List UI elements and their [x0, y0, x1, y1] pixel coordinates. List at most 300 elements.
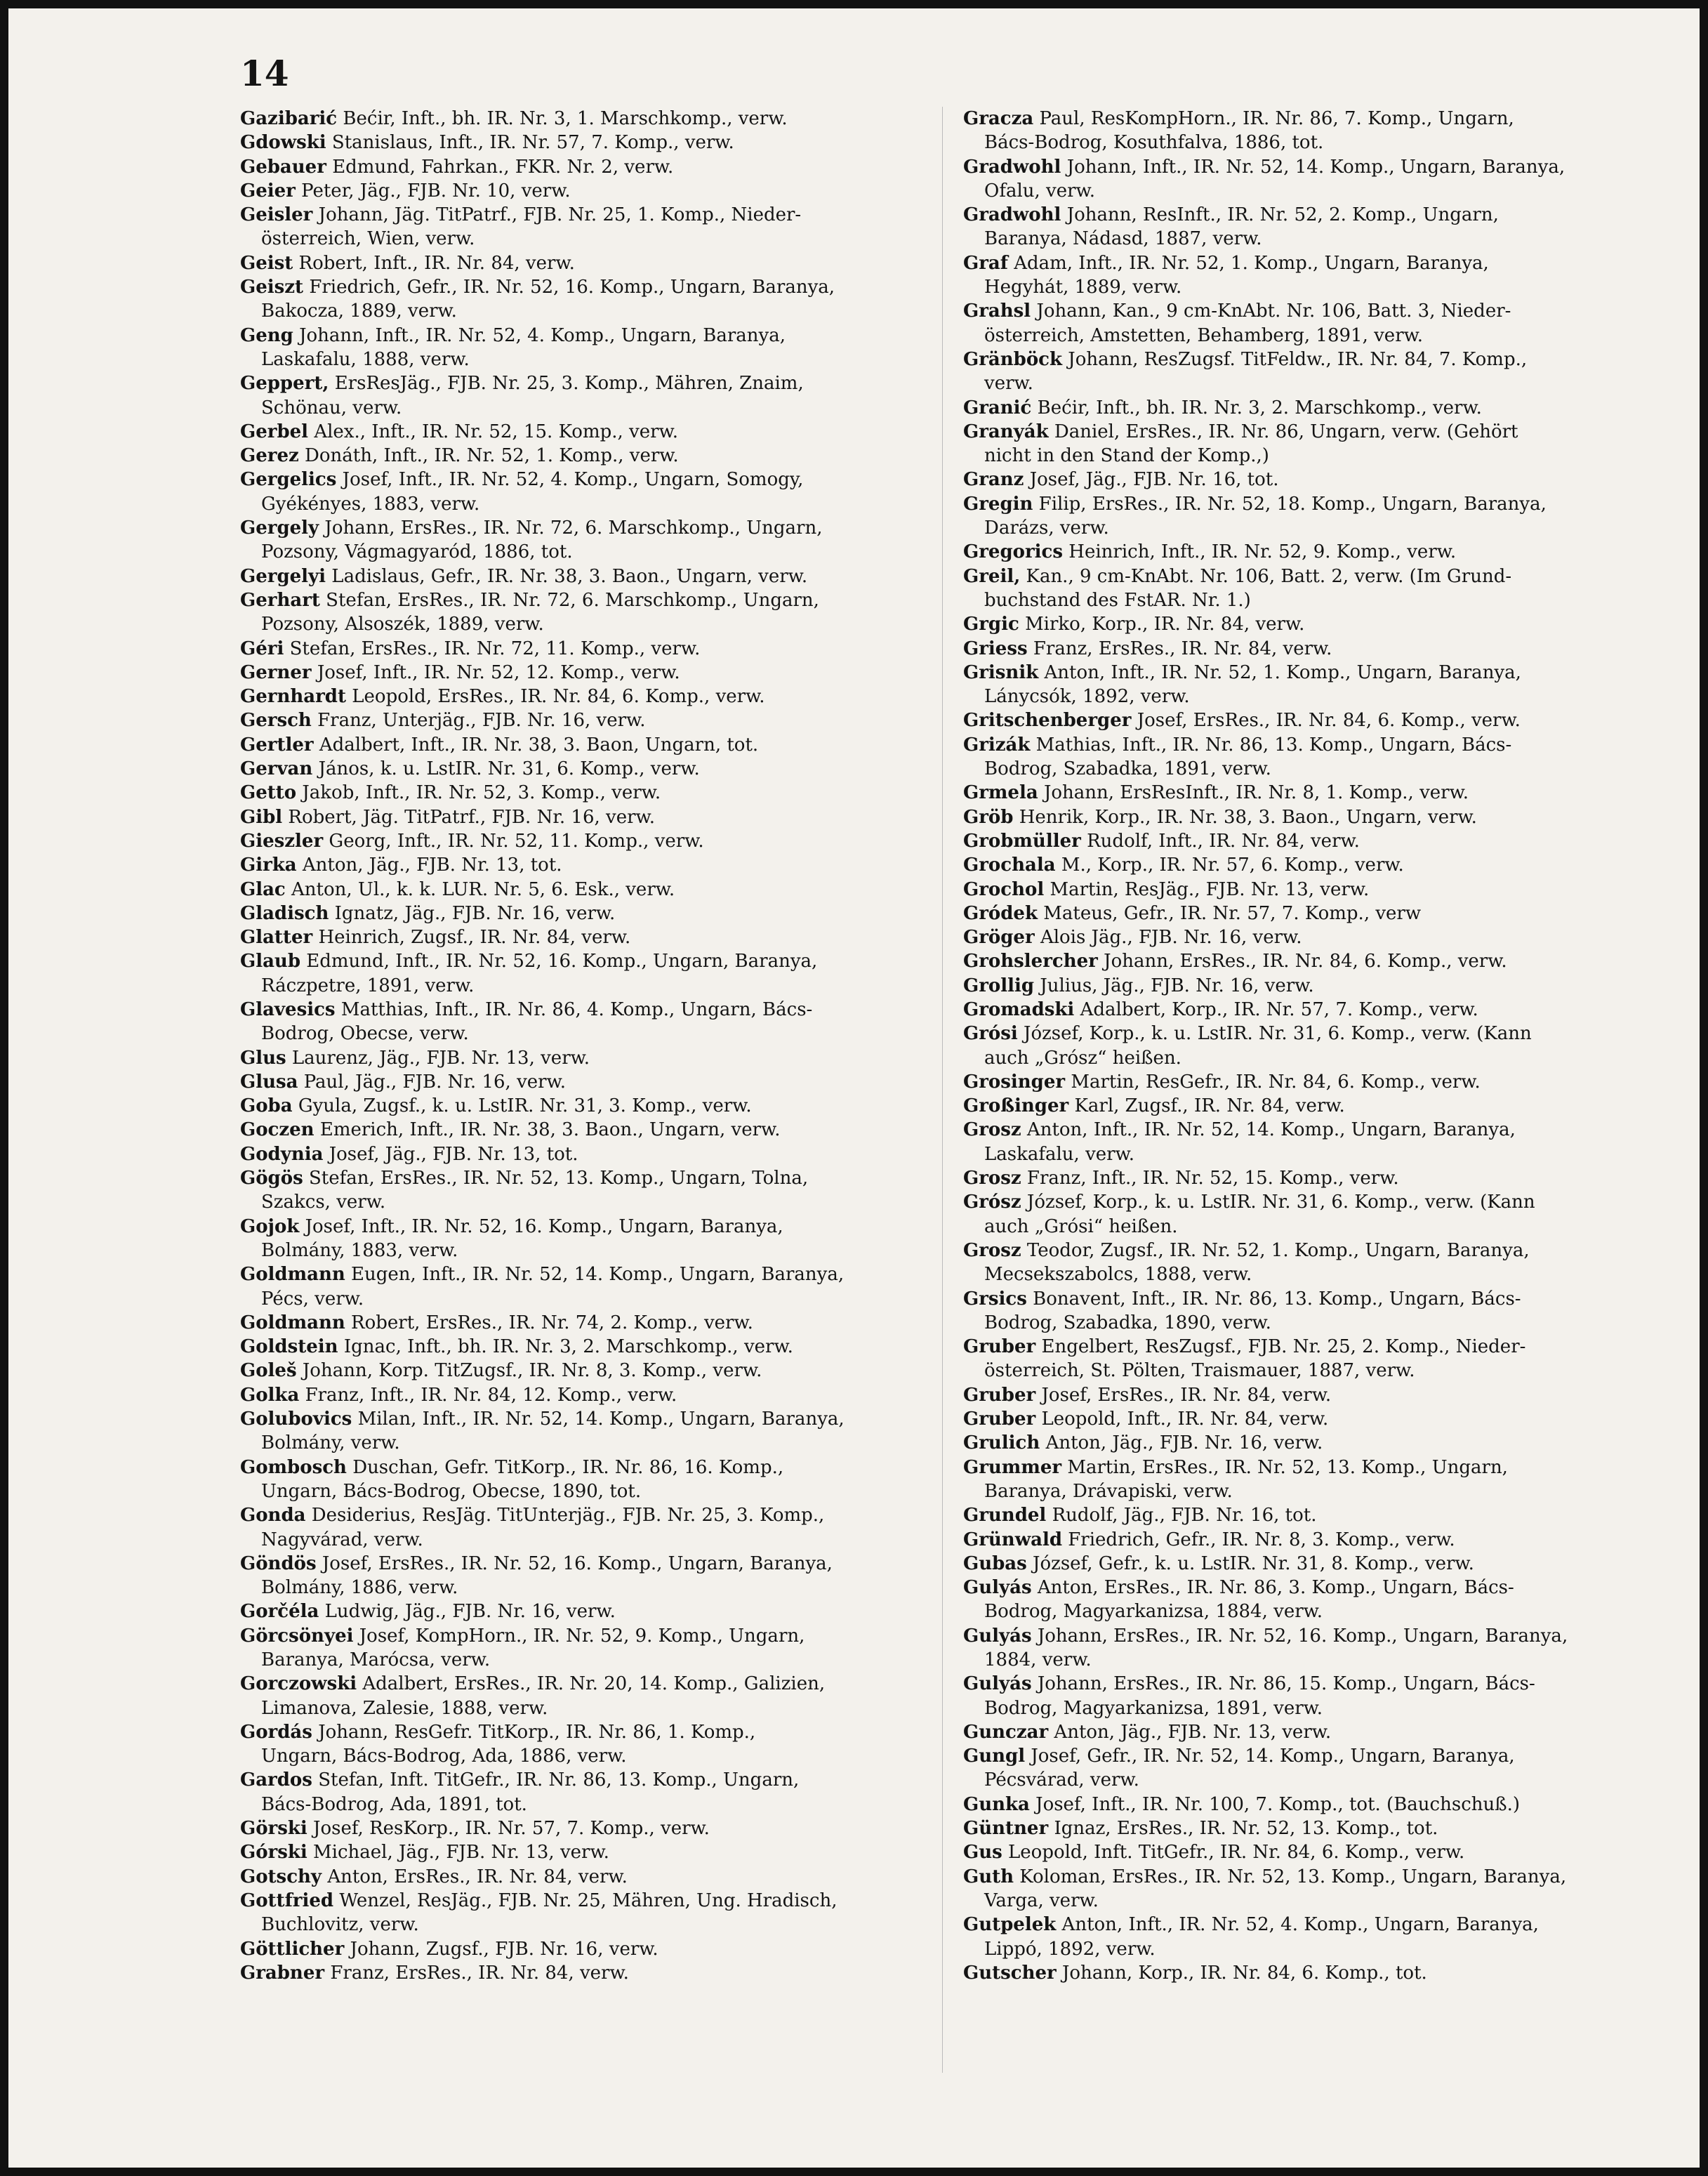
- entry-surname: Gunka: [963, 1793, 1030, 1815]
- entry-details: Desiderius, ResJäg. TitUnterjäg., FJB. Nr. 25, 3. Komp.,: [311, 1505, 825, 1527]
- entry-details: Edmund, Inft., IR. Nr. 52, 16. Komp., Ungarn, Baranya,: [306, 951, 818, 972]
- entry-details: Georg, Inft., IR. Nr. 52, 11. Komp., verw.: [329, 830, 704, 852]
- entry-details: Edmund, Fahrkan., FKR. Nr. 2, verw.: [332, 156, 674, 178]
- entry-surname: Glus: [240, 1047, 286, 1069]
- list-entry: [963, 1840, 1665, 1864]
- entry-surname: Gombosch: [240, 1456, 347, 1478]
- entry-surname: Gulyás: [963, 1625, 1032, 1647]
- list-entry: [240, 516, 942, 565]
- entry-surname: Grabner: [240, 1962, 325, 1984]
- entry-surname: Grochol: [963, 878, 1045, 900]
- list-entry: [963, 902, 1665, 925]
- list-entry: [963, 1383, 1665, 1407]
- entry-surname: Granić: [963, 397, 1032, 418]
- entry-details-continued: österreich, Amstetten, Behamberg, 1891, verw.: [984, 324, 1424, 346]
- entry-details: Ignac, Inft., bh. IR. Nr. 3, 2. Marschkomp., verw.: [343, 1336, 793, 1358]
- entry-surname: Goldstein: [240, 1336, 338, 1358]
- list-entry: [963, 612, 1665, 636]
- list-entry: [240, 1865, 942, 1889]
- list-entry: [240, 1311, 942, 1335]
- entry-details: Johann, Korp. TitZugsf., IR. Nr. 8, 3. Komp., verw.: [302, 1360, 762, 1382]
- entry-details: Eugen, Inft., IR. Nr. 52, 14. Komp., Ungarn, Baranya,: [351, 1264, 845, 1286]
- list-entry: [240, 1335, 942, 1359]
- entry-surname: Grosinger: [963, 1071, 1066, 1093]
- list-entry: [240, 468, 942, 516]
- list-entry: [963, 1070, 1665, 1094]
- entry-details: Anton, Jäg., FJB. Nr. 13, tot.: [302, 855, 562, 876]
- entry-surname: Gorčéla: [240, 1601, 319, 1623]
- entry-details-continued: buchstand des FstAR. Nr. 1.): [984, 589, 1251, 611]
- entry-details: Stefan, ErsRes., IR. Nr. 52, 13. Komp., Ungarn, Tolna,: [308, 1168, 809, 1189]
- list-entry: [963, 1503, 1665, 1527]
- entry-surname: Göttlicher: [240, 1938, 345, 1960]
- entry-surname: Gardos: [240, 1769, 312, 1791]
- entry-surname: Greil,: [963, 565, 1021, 587]
- entry-details-continued: Darázs, verw.: [984, 517, 1109, 539]
- entry-surname: Gruber: [963, 1336, 1036, 1358]
- list-entry: [963, 1118, 1665, 1166]
- list-entry: [963, 1961, 1665, 1985]
- entry-details: Julius, Jäg., FJB. Nr. 16, verw.: [1040, 975, 1314, 996]
- entry-details-continued: 1884, verw.: [984, 1649, 1092, 1670]
- entry-surname: Goleš: [240, 1360, 297, 1382]
- list-entry: [963, 1793, 1665, 1816]
- list-entry: [963, 733, 1665, 782]
- list-entry: [240, 1720, 942, 1769]
- entry-surname: Gunczar: [963, 1721, 1049, 1743]
- entry-details-continued: Ungarn, Bács-Bodrog, Ada, 1886, verw.: [261, 1746, 627, 1767]
- entry-surname: Gradwohl: [963, 156, 1061, 178]
- entry-details: Bonavent, Inft., IR. Nr. 86, 13. Komp., Ungarn, Bács-: [1033, 1288, 1521, 1310]
- list-entry: [240, 829, 942, 853]
- list-entry: [963, 1865, 1665, 1913]
- entry-surname: Glusa: [240, 1071, 298, 1093]
- entry-surname: Graf: [963, 252, 1008, 274]
- entry-surname: Grmela: [963, 782, 1038, 804]
- entry-surname: Grummer: [963, 1456, 1062, 1478]
- entry-details: Josef, Jäg., FJB. Nr. 16, tot.: [1029, 469, 1279, 491]
- list-entry: [240, 324, 942, 372]
- list-entry: [240, 661, 942, 685]
- entry-details-continued: Lippó, 1892, verw.: [984, 1938, 1156, 1960]
- entry-surname: Gibl: [240, 806, 283, 828]
- list-entry: [240, 1142, 942, 1166]
- entry-details: Filip, ErsRes., IR. Nr. 52, 18. Komp., Ungarn, Baranya,: [1038, 493, 1547, 515]
- entry-details: Johann, Kan., 9 cm-KnAbt. Nr. 106, Batt. 3, Nieder-: [1036, 301, 1511, 322]
- entry-surname: Gracza: [963, 108, 1034, 129]
- list-entry: [963, 998, 1665, 1022]
- entry-surname: Gersch: [240, 710, 312, 732]
- entry-details: Johann, ResGefr. TitKorp., IR. Nr. 86, 1. Komp.,: [318, 1721, 756, 1743]
- entry-details-continued: Laskafalu, 1888, verw.: [261, 348, 470, 370]
- entry-surname: Geng: [240, 324, 293, 346]
- list-entry: [963, 1456, 1665, 1504]
- entry-details: Rudolf, Inft., IR. Nr. 84, verw.: [1087, 830, 1360, 852]
- entry-details: Josef, Inft., IR. Nr. 100, 7. Komp., tot. (Bauchschuß.): [1035, 1793, 1521, 1815]
- entry-surname: Granyák: [963, 421, 1049, 442]
- list-entry: [963, 1744, 1665, 1793]
- entry-surname: Geisler: [240, 204, 313, 226]
- entry-details: Adalbert, Inft., IR. Nr. 38, 3. Baon, Ungarn, tot.: [319, 734, 759, 756]
- entry-details-continued: Bodrog, Obecse, verw.: [261, 1023, 469, 1045]
- list-entry: [963, 661, 1665, 709]
- entry-details: Adam, Inft., IR. Nr. 52, 1. Komp., Ungarn, Baranya,: [1014, 252, 1489, 274]
- list-entry: [240, 1961, 942, 1985]
- entry-surname: Gränböck: [963, 348, 1063, 370]
- entry-details: Anton, Inft., IR. Nr. 52, 4. Komp., Ungarn, Baranya,: [1061, 1914, 1539, 1936]
- entry-surname: Goldmann: [240, 1264, 345, 1286]
- list-entry: [240, 1118, 942, 1142]
- entry-surname: Gerbel: [240, 421, 309, 442]
- entry-details: Anton, Ul., k. k. LUR. Nr. 5, 6. Esk., verw.: [291, 878, 675, 900]
- entry-details: Johann, Zugsf., FJB. Nr. 16, verw.: [350, 1938, 658, 1960]
- list-entry: [963, 1624, 1665, 1673]
- entry-surname: Gus: [963, 1842, 1002, 1864]
- entry-surname: Gröger: [963, 927, 1035, 949]
- list-entry: [240, 444, 942, 468]
- list-entry: [963, 1913, 1665, 1961]
- list-entry: [963, 348, 1665, 396]
- list-entry: [963, 781, 1665, 805]
- entry-details-continued: Bolmány, verw.: [261, 1432, 400, 1454]
- entry-surname: Glac: [240, 878, 286, 900]
- entry-surname: Golubovics: [240, 1409, 352, 1430]
- entry-surname: Gieszler: [240, 830, 324, 852]
- entry-details: Josef, ResKorp., IR. Nr. 57, 7. Komp., verw.: [313, 1818, 710, 1840]
- list-entry: [240, 131, 942, 154]
- entry-details: Alex., Inft., IR. Nr. 52, 15. Komp., verw.: [314, 421, 678, 442]
- entry-surname: Geier: [240, 180, 296, 202]
- entry-details: Martin, ErsRes., IR. Nr. 52, 13. Komp., Ungarn,: [1067, 1456, 1508, 1478]
- list-entry: [240, 1816, 942, 1840]
- entry-details: Gyula, Zugsf., k. u. LstIR. Nr. 31, 3. Komp., verw.: [298, 1095, 752, 1117]
- list-entry: [963, 1190, 1665, 1239]
- list-entry: [963, 1431, 1665, 1455]
- entry-details: Mirko, Korp., IR. Nr. 84, verw.: [1025, 614, 1305, 635]
- list-entry: [963, 925, 1665, 949]
- entry-details-continued: Gyékényes, 1883, verw.: [261, 493, 480, 515]
- entry-surname: Goldmann: [240, 1312, 345, 1333]
- entry-details-continued: Ráczpetre, 1891, verw.: [261, 975, 475, 996]
- entry-surname: Grohslercher: [963, 951, 1098, 972]
- entry-details: Josef, ErsRes., IR. Nr. 52, 16. Komp., Ungarn, Baranya,: [322, 1552, 833, 1574]
- entry-surname: Gródek: [963, 902, 1038, 924]
- list-entry: [963, 540, 1665, 564]
- entry-surname: Guth: [963, 1866, 1014, 1887]
- entry-surname: Godynia: [240, 1143, 324, 1165]
- entry-surname: Grünwald: [963, 1529, 1062, 1550]
- entry-details: Robert, ErsRes., IR. Nr. 74, 2. Komp., verw.: [351, 1312, 753, 1333]
- entry-surname: Grgic: [963, 614, 1019, 635]
- entry-details: Johann, Inft., IR. Nr. 52, 14. Komp., Ungarn, Baranya,: [1066, 156, 1565, 178]
- list-entry: [240, 565, 942, 588]
- entry-details: József, Korp., k. u. LstIR. Nr. 31, 6. Komp., verw. (Kann: [1026, 1192, 1535, 1213]
- entry-details-continued: Laskafalu, verw.: [984, 1143, 1135, 1165]
- entry-surname: Gladisch: [240, 902, 329, 924]
- entry-surname: Grundel: [963, 1505, 1047, 1527]
- column-divider: [942, 107, 943, 2073]
- entry-surname: Gertler: [240, 734, 314, 756]
- list-entry: [963, 155, 1665, 204]
- list-entry: [240, 107, 942, 131]
- entry-surname: Glaub: [240, 951, 301, 972]
- entry-surname: Gotschy: [240, 1866, 322, 1887]
- entry-details: Friedrich, Gefr., IR. Nr. 8, 3. Komp., verw.: [1068, 1529, 1455, 1550]
- entry-details: Leopold, ErsRes., IR. Nr. 84, 6. Komp., verw.: [352, 686, 765, 708]
- list-entry: [240, 1359, 942, 1383]
- list-entry: [963, 565, 1665, 613]
- entry-surname: Gutpelek: [963, 1914, 1057, 1936]
- entry-details: Stefan, ErsRes., IR. Nr. 72, 11. Komp., verw.: [289, 638, 701, 659]
- entry-details: Daniel, ErsRes., IR. Nr. 86, Ungarn, verw. (Gehört: [1054, 421, 1518, 442]
- entry-surname: Granz: [963, 469, 1024, 491]
- entry-surname: Güntner: [963, 1818, 1049, 1840]
- entry-details: Martin, ResJäg., FJB. Nr. 13, verw.: [1050, 878, 1370, 900]
- entry-details: Laurenz, Jäg., FJB. Nr. 13, verw.: [291, 1047, 590, 1069]
- entry-details: Heinrich, Zugsf., IR. Nr. 84, verw.: [318, 927, 631, 949]
- entry-details: Adalbert, Korp., IR. Nr. 57, 7. Komp., verw.: [1080, 998, 1478, 1020]
- entry-details: Adalbert, ErsRes., IR. Nr. 20, 14. Komp., Galizien,: [362, 1673, 826, 1695]
- entry-details-continued: Pozsony, Alsoszék, 1889, verw.: [261, 614, 544, 635]
- entry-details: Engelbert, ResZugsf., FJB. Nr. 25, 2. Komp., Nieder-: [1041, 1336, 1526, 1358]
- entry-details: Johann, Korp., IR. Nr. 84, 6. Komp., tot.: [1062, 1962, 1427, 1984]
- list-entry: [240, 251, 942, 275]
- entry-surname: Grósz: [963, 1192, 1021, 1213]
- list-entry: [963, 420, 1665, 468]
- entry-surname: Gojok: [240, 1215, 300, 1237]
- entry-details-continued: Bács-Bodrog, Ada, 1891, tot.: [261, 1793, 527, 1815]
- entry-surname: Grollig: [963, 975, 1035, 996]
- list-entry: [963, 107, 1665, 155]
- list-entry: [963, 1166, 1665, 1190]
- entry-details: Josef, Inft., IR. Nr. 52, 12. Komp., verw.: [317, 661, 680, 683]
- entry-details: Ladislaus, Gefr., IR. Nr. 38, 3. Baon., Ungarn, verw.: [331, 565, 808, 587]
- list-entry: [963, 1287, 1665, 1336]
- entry-details: Anton, ErsRes., IR. Nr. 84, verw.: [327, 1866, 628, 1887]
- list-entry: [240, 588, 942, 637]
- entry-details-continued: Bodrog, Magyarkanizsa, 1891, verw.: [984, 1697, 1323, 1719]
- list-entry: [963, 949, 1665, 973]
- list-entry: [963, 492, 1665, 541]
- entry-details-continued: Bodrog, Szabadka, 1891, verw.: [984, 758, 1271, 780]
- list-entry: [240, 685, 942, 708]
- list-entry: [240, 1624, 942, 1673]
- entry-surname: Gulyás: [963, 1673, 1032, 1695]
- entry-surname: Griess: [963, 638, 1028, 659]
- list-entry: [963, 878, 1665, 902]
- list-entry: [240, 902, 942, 925]
- entry-details-continued: Pécs, verw.: [261, 1288, 364, 1310]
- list-entry: [240, 853, 942, 877]
- entry-surname: Girka: [240, 855, 297, 876]
- entry-details: Anton, Jäg., FJB. Nr. 16, verw.: [1045, 1432, 1323, 1454]
- entry-details: Martin, ResGefr., IR. Nr. 84, 6. Komp., verw.: [1071, 1071, 1481, 1093]
- entry-surname: Glatter: [240, 927, 313, 949]
- entry-details: Mateus, Gefr., IR. Nr. 57, 7. Komp., verw: [1043, 902, 1422, 924]
- entry-details: Franz, ErsRes., IR. Nr. 84, verw.: [1033, 638, 1332, 659]
- list-entry: [963, 637, 1665, 661]
- entry-surname: Görcsönyei: [240, 1625, 354, 1647]
- entry-details: Michael, Jäg., FJB. Nr. 13, verw.: [313, 1842, 609, 1864]
- list-entry: [963, 1576, 1665, 1624]
- entry-details: Koloman, ErsRes., IR. Nr. 52, 13. Komp., Ungarn, Baranya,: [1019, 1866, 1567, 1887]
- entry-surname: Gdowski: [240, 132, 326, 154]
- entry-details: Franz, Inft., IR. Nr. 84, 12. Komp., verw.: [305, 1384, 677, 1406]
- entry-surname: Goczen: [240, 1119, 315, 1141]
- entry-details-continued: Pozsony, Vágmagyaród, 1886, tot.: [261, 541, 573, 563]
- right-column: [963, 107, 1665, 1985]
- entry-surname: Geiszt: [240, 277, 304, 298]
- entry-surname: Gregorics: [963, 541, 1064, 563]
- entry-details: Stefan, Inft. TitGefr., IR. Nr. 86, 13. Komp., Ungarn,: [318, 1769, 800, 1791]
- list-entry: [240, 1600, 942, 1623]
- entry-details: Alois Jäg., FJB. Nr. 16, verw.: [1040, 927, 1302, 949]
- entry-surname: Großinger: [963, 1095, 1069, 1117]
- entry-details: Johann, ErsRes., IR. Nr. 84, 6. Komp., verw.: [1104, 951, 1507, 972]
- entry-details: Peter, Jäg., FJB. Nr. 10, verw.: [301, 180, 571, 202]
- list-entry: [963, 1407, 1665, 1431]
- list-entry: [240, 781, 942, 805]
- list-entry: [240, 1070, 942, 1094]
- list-entry: [240, 1383, 942, 1407]
- entry-details: Paul, ResKompHorn., IR. Nr. 86, 7. Komp., Ungarn,: [1039, 108, 1514, 129]
- entry-details-continued: Bolmány, 1886, verw.: [261, 1577, 458, 1599]
- entry-surname: Geist: [240, 252, 293, 274]
- entry-details-continued: Bodrog, Szabadka, 1890, verw.: [984, 1312, 1271, 1333]
- entry-details: Johann, ErsRes., IR. Nr. 52, 16. Komp., Ungarn, Baranya,: [1037, 1625, 1568, 1647]
- entry-details-continued: österreich, Wien, verw.: [261, 228, 475, 250]
- entry-surname: Géri: [240, 638, 284, 659]
- list-entry: [240, 805, 942, 829]
- entry-details: Franz, ErsRes., IR. Nr. 84, verw.: [330, 1962, 629, 1984]
- entry-details: Josef, Inft., IR. Nr. 52, 4. Komp., Ungarn, Somogy,: [342, 469, 804, 491]
- entry-surname: Grulich: [963, 1432, 1040, 1454]
- entry-surname: Gruber: [963, 1384, 1036, 1406]
- entry-surname: Gröb: [963, 806, 1014, 828]
- document-page: [8, 8, 1700, 2168]
- entry-surname: Gorczowski: [240, 1673, 357, 1695]
- list-entry: [963, 1816, 1665, 1840]
- entry-details-continued: Bodrog, Magyarkanizsa, 1884, verw.: [984, 1601, 1323, 1623]
- list-entry: [963, 1239, 1665, 1287]
- entry-surname: Gonda: [240, 1505, 306, 1527]
- entry-details: Bećir, Inft., bh. IR. Nr. 3, 2. Marschkomp., verw.: [1037, 397, 1482, 418]
- entry-details: Anton, ErsRes., IR. Nr. 86, 3. Komp., Ungarn, Bács-: [1037, 1577, 1514, 1599]
- entry-details-continued: Bakocza, 1889, verw.: [261, 301, 457, 322]
- list-entry: [963, 396, 1665, 420]
- list-entry: [240, 1889, 942, 1937]
- entry-surname: Grobmüller: [963, 830, 1081, 852]
- entry-details: Matthias, Inft., IR. Nr. 86, 4. Komp., Ungarn, Bács-: [340, 998, 813, 1020]
- entry-details: Milan, Inft., IR. Nr. 52, 14. Komp., Ungarn, Baranya,: [357, 1409, 845, 1430]
- entry-surname: Gervan: [240, 758, 313, 780]
- list-entry: [963, 708, 1665, 732]
- entry-details-continued: Baranya, Nádasd, 1887, verw.: [984, 228, 1262, 250]
- entry-details: Wenzel, ResJäg., FJB. Nr. 25, Mähren, Ung. Hradisch,: [339, 1890, 838, 1911]
- entry-details-continued: Pécsvárad, verw.: [984, 1769, 1139, 1791]
- entry-details: Anton, Inft., IR. Nr. 52, 14. Komp., Ungarn, Baranya,: [1026, 1119, 1516, 1141]
- entry-details-continued: österreich, St. Pölten, Traismauer, 1887, verw.: [984, 1360, 1415, 1382]
- entry-details: Johann, Jäg. TitPatrf., FJB. Nr. 25, 1. Komp., Nieder-: [318, 204, 802, 226]
- entry-details-continued: verw.: [984, 373, 1033, 395]
- list-entry: [963, 299, 1665, 348]
- entry-details-continued: Hegyhát, 1889, verw.: [984, 277, 1182, 298]
- entry-surname: Geppert,: [240, 373, 329, 395]
- entry-details-continued: Varga, verw.: [984, 1890, 1099, 1911]
- entry-details-continued: Nagyvárad, verw.: [261, 1529, 423, 1550]
- entry-surname: Getto: [240, 782, 297, 804]
- list-entry: [240, 1046, 942, 1070]
- entry-details: Johann, Inft., IR. Nr. 52, 4. Komp., Ungarn, Baranya,: [299, 324, 786, 346]
- entry-details: Donáth, Inft., IR. Nr. 52, 1. Komp., verw.: [305, 445, 679, 467]
- entry-surname: Gernhardt: [240, 686, 346, 708]
- entry-surname: Górski: [240, 1842, 307, 1864]
- entry-details: Friedrich, Gefr., IR. Nr. 52, 16. Komp., Ungarn, Baranya,: [309, 277, 835, 298]
- entry-surname: Gerez: [240, 445, 299, 467]
- entry-details: Johann, ErsRes., IR. Nr. 72, 6. Marschkomp., Ungarn,: [324, 517, 823, 539]
- list-entry: [240, 1094, 942, 1118]
- list-entry: [240, 757, 942, 781]
- list-entry: [240, 733, 942, 757]
- entry-details: Leopold, Inft. TitGefr., IR. Nr. 84, 6. Komp., verw.: [1008, 1842, 1465, 1864]
- entry-details: Henrik, Korp., IR. Nr. 38, 3. Baon., Ungarn, verw.: [1019, 806, 1477, 828]
- entry-surname: Gromadski: [963, 998, 1075, 1020]
- entry-details: Mathias, Inft., IR. Nr. 86, 13. Komp., Ungarn, Bács-: [1035, 734, 1512, 756]
- entry-details-continued: Schönau, verw.: [261, 397, 402, 418]
- entry-details-continued: auch „Grósi“ heißen.: [984, 1215, 1178, 1237]
- entry-details-continued: auch „Grósz“ heißen.: [984, 1047, 1181, 1069]
- entry-details: Stefan, ErsRes., IR. Nr. 72, 6. Marschkomp., Ungarn,: [326, 589, 819, 611]
- entry-surname: Gögös: [240, 1168, 303, 1189]
- entry-details: Kan., 9 cm-KnAbt. Nr. 106, Batt. 2, verw. (Im Grund-: [1026, 565, 1512, 587]
- entry-surname: Gradwohl: [963, 204, 1061, 226]
- list-entry: [240, 1166, 942, 1215]
- entry-details: Stanislaus, Inft., IR. Nr. 57, 7. Komp., verw.: [331, 132, 734, 154]
- list-entry: [963, 251, 1665, 300]
- list-entry: [963, 468, 1665, 492]
- entry-surname: Golka: [240, 1384, 300, 1406]
- entry-details: Paul, Jäg., FJB. Nr. 16, verw.: [303, 1071, 567, 1093]
- entry-surname: Grósi: [963, 1023, 1018, 1045]
- entry-details: Anton, Jäg., FJB. Nr. 13, verw.: [1054, 1721, 1332, 1743]
- entry-surname: Gerner: [240, 661, 312, 683]
- entry-details: Robert, Jäg. TitPatrf., FJB. Nr. 16, verw.: [288, 806, 655, 828]
- entry-details: Leopold, Inft., IR. Nr. 84, verw.: [1041, 1409, 1329, 1430]
- entry-surname: Gulyás: [963, 1577, 1032, 1599]
- list-entry: [963, 1022, 1665, 1070]
- entry-details: Duschan, Gefr. TitKorp., IR. Nr. 86, 16. Komp.,: [352, 1456, 784, 1478]
- entry-surname: Grosz: [963, 1239, 1021, 1261]
- list-entry: [963, 1094, 1665, 1118]
- entry-surname: Grsics: [963, 1288, 1027, 1310]
- entry-details-continued: Baranya, Marócsa, verw.: [261, 1649, 491, 1670]
- entry-details-continued: Mecsekszabolcs, 1888, verw.: [984, 1264, 1252, 1286]
- entry-details: Emerich, Inft., IR. Nr. 38, 3. Baon., Ungarn, verw.: [319, 1119, 781, 1141]
- list-entry: [240, 878, 942, 902]
- entry-details: Johann, ResInft., IR. Nr. 52, 2. Komp., Ungarn,: [1066, 204, 1499, 226]
- entry-surname: Grizák: [963, 734, 1031, 756]
- list-entry: [240, 1937, 942, 1961]
- list-entry: [240, 949, 942, 998]
- entry-details: Josef, Gefr., IR. Nr. 52, 14. Komp., Ungarn, Baranya,: [1031, 1746, 1515, 1767]
- list-entry: [240, 1552, 942, 1600]
- entry-details: Heinrich, Inft., IR. Nr. 52, 9. Komp., verw.: [1068, 541, 1457, 563]
- entry-details: Josef, KompHorn., IR. Nr. 52, 9. Komp., Ungarn,: [359, 1625, 805, 1647]
- list-entry: [240, 179, 942, 203]
- list-entry: [240, 1672, 942, 1720]
- entry-surname: Grisnik: [963, 661, 1039, 683]
- entry-details: Johann, ErsResInft., IR. Nr. 8, 1. Komp., verw.: [1043, 782, 1469, 804]
